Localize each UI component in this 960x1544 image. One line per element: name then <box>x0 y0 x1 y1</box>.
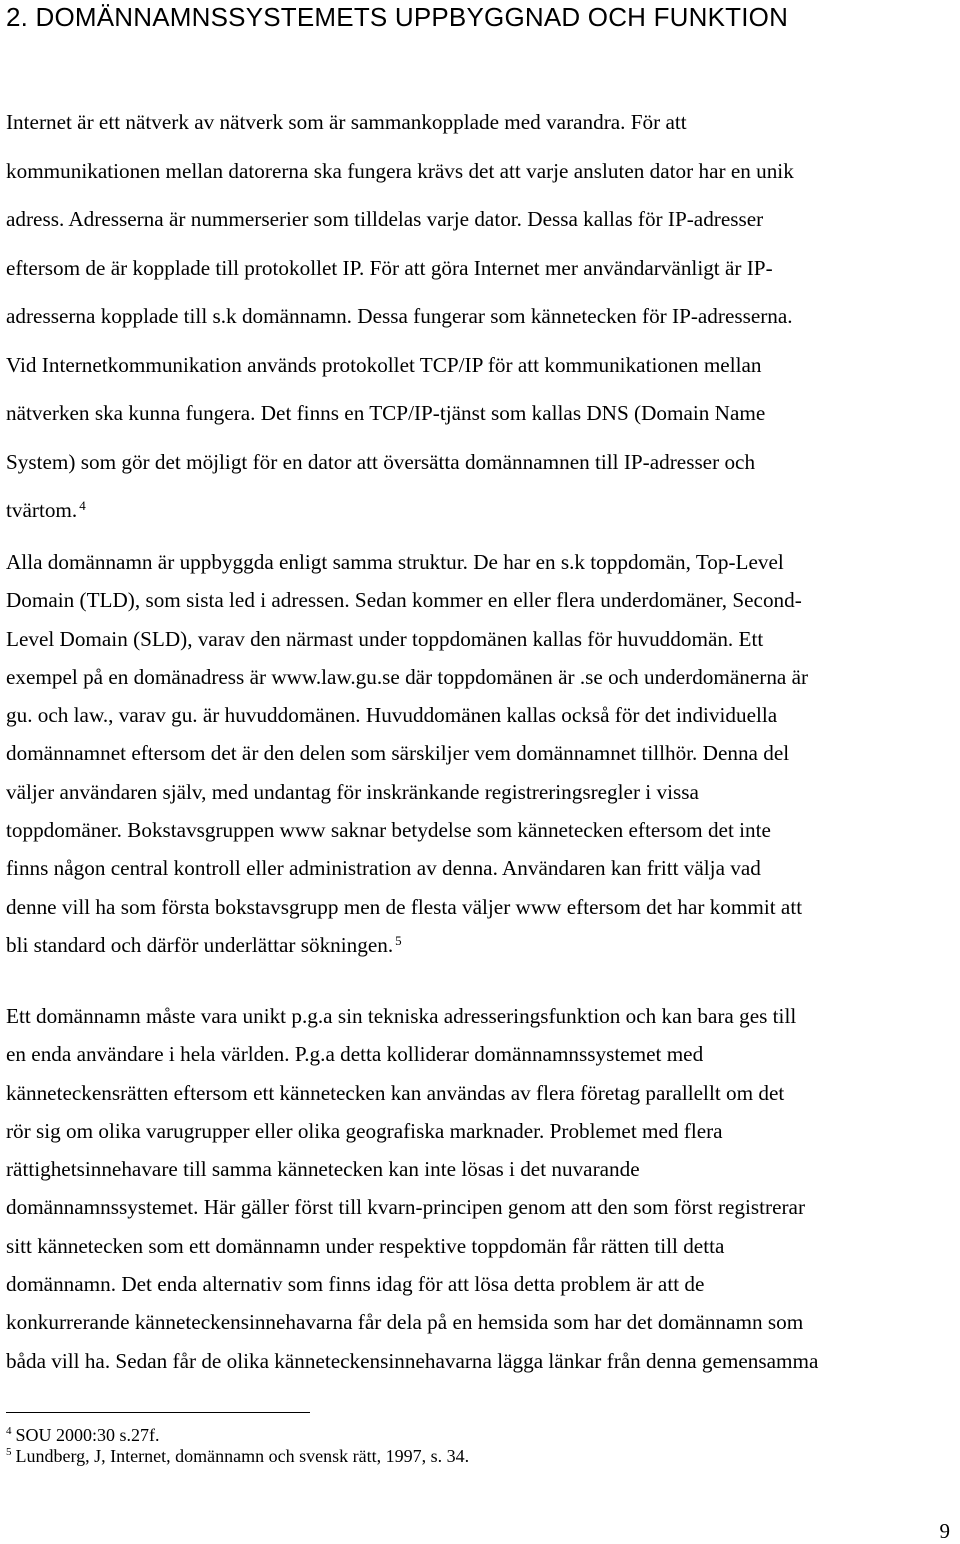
paragraph-unique-domain-names <box>6 997 942 1380</box>
text-line-with-footnote <box>6 926 942 964</box>
text-line: en enda användare i hela världen. P.g.a detta kolliderar domännamnssystemet med <box>6 1042 704 1067</box>
text-line: exempel på en domänadress är www.law.gu.se där toppdomänen är .se och underdomänerna är <box>6 664 809 689</box>
text-line: gu. och law., varav gu. är huvuddomänen. Huvuddomänen kallas också för det individuella <box>6 703 778 728</box>
text-line: rör sig om olika varugrupper eller olika geografiska marknader. Problemet med flera <box>6 1118 723 1143</box>
text-line: domännamnssystemet. Här gäller först till kvarn-principen genom att den som först registrerar <box>6 1195 806 1220</box>
text-line: båda vill ha. Sedan får de olika känneteckensinnehavarna lägga länkar från denna gemensamma <box>6 1348 819 1373</box>
footnote-item <box>6 1446 469 1467</box>
text-line: finns någon central kontroll eller administration av denna. Användaren kan fritt välja vad <box>6 856 761 881</box>
text-line: toppdomäner. Bokstavsgruppen www saknar betydelse som kännetecken eftersom det inte <box>6 818 771 843</box>
footnote-divider <box>6 1412 310 1413</box>
text-line: System) som gör det möjligt för en dator att översätta domännamnen till IP-adresser och <box>6 449 756 474</box>
text-line: sitt kännetecken som ett domännamn under respektive toppdomän får rätten till detta <box>6 1233 725 1258</box>
page-number: 9 <box>939 1519 950 1543</box>
text-line: väljer användaren själv, med undantag för inskränkande registreringsregler i vissa <box>6 779 699 804</box>
paragraph-internet-addresses <box>6 98 942 535</box>
footnotes <box>6 1425 469 1467</box>
text-line: konkurrerande känneteckensinnehavarna får dela på en hemsida som har det domännamn som <box>6 1310 804 1335</box>
text-line: adress. Adresserna är nummerserier som tilldelas varje dator. Dessa kallas för IP-adresser <box>6 207 764 231</box>
footnote-reference[interactable]: 4 <box>79 498 86 513</box>
footnote-mark: 5 <box>6 1446 12 1458</box>
footnote-mark: 4 <box>6 1425 12 1437</box>
footnote-item <box>6 1425 469 1446</box>
section-heading: 2. DOMÄNNAMNSSYSTEMETS UPPBYGGNAD OCH FUNKTION <box>6 2 789 32</box>
text-line: nätverken ska kunna fungera. Det finns en TCP/IP-tjänst som kallas DNS (Domain Name <box>6 401 766 425</box>
text-line: eftersom de är kopplade till protokollet IP. För att göra Internet mer användarvänligt är IP- <box>6 255 773 280</box>
text-line: Domain (TLD), som sista led i adressen. Sedan kommer en eller flera underdomäner, Second- <box>6 588 802 613</box>
footnote-text: SOU 2000:30 s.27f. <box>15 1425 160 1445</box>
text-line: Internet är ett nätverk av nätverk som är sammankopplade med varandra. För att <box>6 110 687 134</box>
text-line: rättighetsinnehavare till samma kännetecken kan inte lösas i det nuvarande <box>6 1157 640 1182</box>
text-line: bli standard och därför underlättar sökningen. <box>6 932 394 957</box>
text-line: domännamn. Det enda alternativ som finns idag för att lösa detta problem är att de <box>6 1272 705 1297</box>
document-page <box>6 0 950 1543</box>
text-line: tvärtom. <box>6 498 78 522</box>
text-line: denne vill ha som första bokstavsgrupp men de flesta väljer www eftersom det har kommit att <box>6 894 803 919</box>
text-line: Vid Internetkommunikation används protokollet TCP/IP för att kommunikationen mellan <box>6 352 762 377</box>
text-line: känneteckensrätten eftersom ett kännetecken kan användas av flera företag parallellt om det <box>6 1080 785 1105</box>
text-line: Ett domännamn måste vara unikt p.g.a sin tekniska adresseringsfunktion och kan bara ges till <box>6 1004 797 1028</box>
footnote-text: Lundberg, J, Internet, domännamn och svensk rätt, 1997, s. 34. <box>15 1446 470 1466</box>
paragraph-domain-structure <box>6 543 942 964</box>
text-line-with-footnote <box>6 486 942 535</box>
text-line: Alla domännamn är uppbyggda enligt samma struktur. De har en s.k toppdomän, Top-Level <box>6 550 784 574</box>
footnote-reference[interactable]: 5 <box>395 932 402 948</box>
text-line: kommunikationen mellan datorerna ska fungera krävs det att varje ansluten dator har en unik <box>6 158 794 183</box>
text-line: domännamnet eftersom det är den delen som särskiljer vem domännamnet tillhör. Denna del <box>6 741 790 766</box>
text-line: adresserna kopplade till s.k domännamn. Dessa fungerar som kännetecken för IP-adresserna. <box>6 304 793 328</box>
text-line: Level Domain (SLD), varav den närmast under toppdomänen kallas för huvuddomän. Ett <box>6 626 764 651</box>
